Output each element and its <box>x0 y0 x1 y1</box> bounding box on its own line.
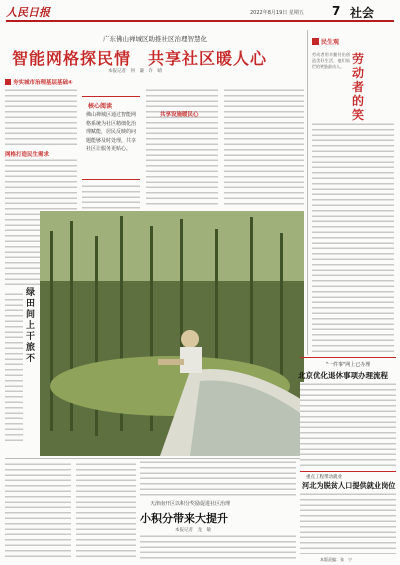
feature-photo <box>40 211 304 456</box>
lead-body-col-1a <box>5 88 77 146</box>
people-column-body <box>312 122 394 352</box>
issue-date: 2022年8月19日 星期五 <box>250 10 304 16</box>
hebei-headline: 河北为脱贫人口提供就业岗位 <box>302 481 396 490</box>
people-column-label: 民生观 <box>321 39 340 46</box>
lead-kicker: 广东佛山禅城区助推社区治理智慧化 <box>103 35 207 43</box>
lead-byline: 本报记者 何 谦 许 晴 <box>108 69 162 74</box>
series-tag <box>5 78 73 86</box>
lead-body-col-3 <box>146 88 218 208</box>
beijing-body <box>300 382 396 468</box>
section-divider <box>5 458 305 459</box>
subhead-1: 网格打造民生需求 <box>5 152 50 158</box>
section-name: 社会 <box>350 6 375 20</box>
lead-body-col-2 <box>82 184 140 210</box>
tianjin-kicker: 天津南开区以积分奖励促进社区治理 <box>150 501 231 507</box>
lower-col-2 <box>76 462 136 560</box>
photo-vertical-title: 绿田间上干旅不 <box>26 288 36 364</box>
people-column-headline: 劳动者的笑 <box>352 52 365 122</box>
core-reading-title: 核心阅读 <box>88 103 113 110</box>
core-reading-text: 佛山禅城区通过智能网格系统为社区精细化治理赋能，居民反映的问题能够及时处理，共享社区让服务更贴心。 <box>86 112 137 152</box>
people-column-icon <box>312 38 319 45</box>
hebei-kicker: 重点工程带动就业 <box>306 475 342 480</box>
column-divider <box>307 30 308 355</box>
people-column-summary: 劳动者用辛勤付出创造美好生活，他们灿烂的笑脸最动人。 <box>312 52 350 69</box>
lead-headline: 智能网格探民情 共享社区暖人心 <box>12 49 268 68</box>
tianjin-body <box>140 534 296 562</box>
beijing-headline: 北京优化退休事项办理流程 <box>298 371 388 380</box>
red-rule-2 <box>300 471 396 472</box>
red-rule-1 <box>300 357 396 358</box>
page-number: 7 <box>332 4 341 18</box>
masthead <box>6 4 394 22</box>
series-tag-icon <box>5 79 11 85</box>
core-reading-box <box>82 96 140 180</box>
mid-lower-body <box>140 460 296 496</box>
tianjin-headline: 小积分带来大提升 <box>140 512 228 525</box>
photo-caption-text <box>5 292 23 442</box>
lower-col-1 <box>5 462 71 560</box>
series-tag-label: 夯实城市治理基层基础④ <box>13 80 73 86</box>
footer-editors: 本版责编：张 宁 <box>320 557 352 562</box>
subhead-2: 共享设施暖民心 <box>160 112 199 118</box>
beijing-kicker: "一件事"网上已办理 <box>325 362 371 368</box>
hebei-body <box>300 492 396 554</box>
lead-body-col-4 <box>224 88 304 208</box>
feature-photo-image <box>40 211 304 456</box>
people-column-header <box>312 37 372 49</box>
tianjin-byline: 本报记者 龙 敏 <box>175 528 211 533</box>
newspaper-logo: 人民日报 <box>6 6 50 19</box>
